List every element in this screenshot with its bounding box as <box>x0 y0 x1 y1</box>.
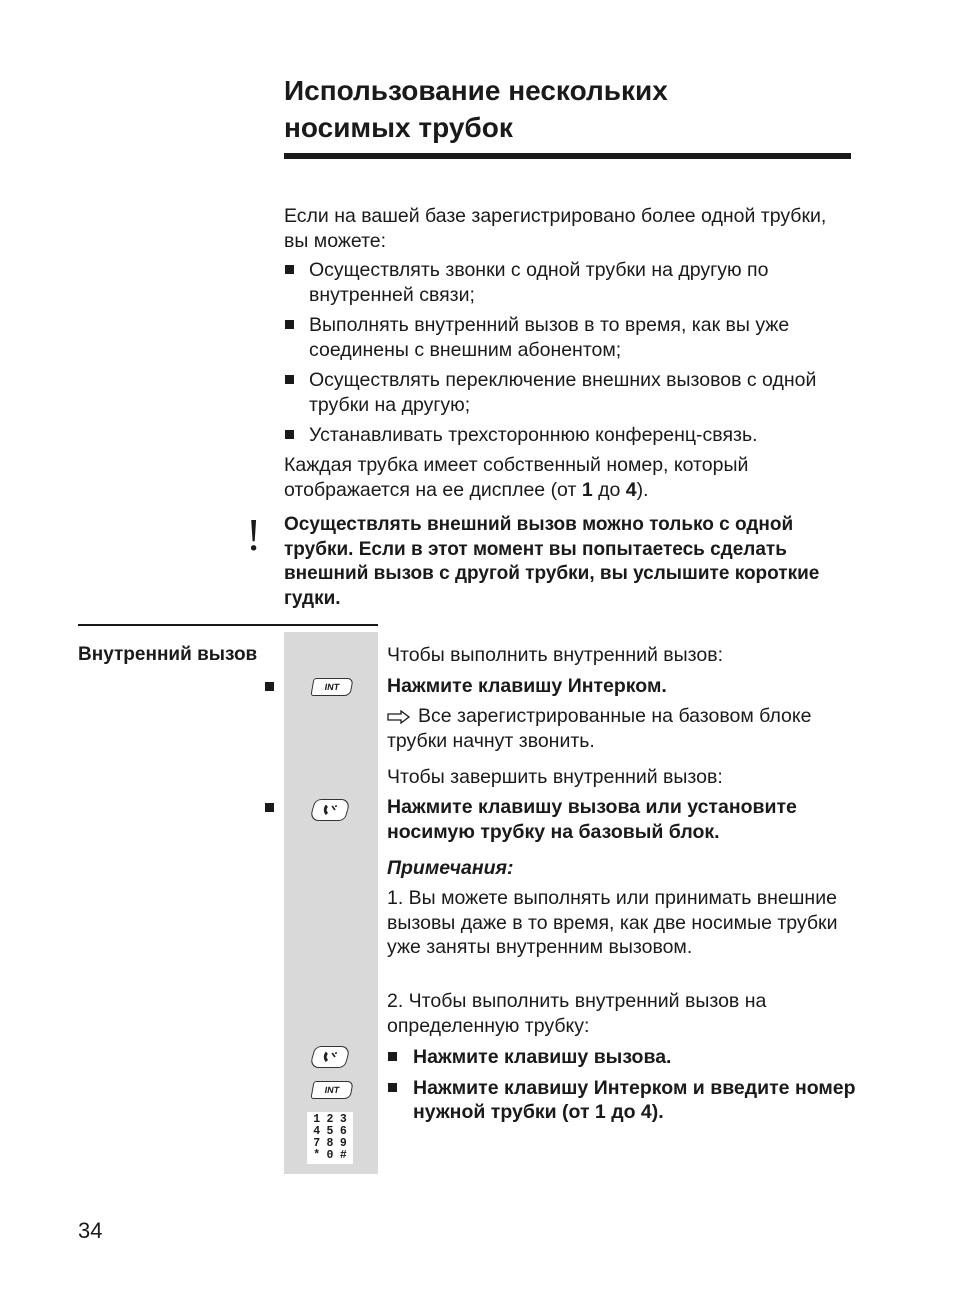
step1-intro: Чтобы выполнить внутренний вызов: <box>387 644 724 666</box>
page-number: 34 <box>78 1218 103 1243</box>
bullet-square-icon <box>285 430 294 439</box>
step2-action: Нажмите клавишу вызова или установите носимую трубку на базовый блок. <box>387 796 797 843</box>
step1-result: Все зарегистрированные на базовом блоке трубки начнут звонить. <box>387 705 812 752</box>
intro-text: Если на вашей базе зарегистрировано более одной трубки, вы можете: <box>284 205 827 252</box>
keypad-digit: 2 <box>326 1113 334 1126</box>
keypad-digit: 6 <box>339 1125 347 1138</box>
section-divider <box>78 624 378 626</box>
list-item: Нажмите клавишу вызова. <box>387 1045 857 1070</box>
keypad-digit: * <box>313 1149 321 1162</box>
keypad-digit: 0 <box>326 1149 334 1162</box>
keypad-digit: 8 <box>326 1137 334 1150</box>
section-title: Внутренний вызов <box>78 644 258 665</box>
page-title-line-2: носимых трубок <box>284 112 513 143</box>
list-item: Выполнять внутренний вызов в то время, как вы уже соединены с внешним абонентом; <box>284 313 850 362</box>
keypad-icon <box>307 1112 353 1164</box>
keypad-digit: 1 <box>313 1113 321 1126</box>
keypad-digit: # <box>339 1149 347 1162</box>
list-item: Осуществлять звонки с одной трубки на другую по внутренней связи; <box>284 258 850 307</box>
notes-label: Примечания: <box>387 857 514 879</box>
intercom-key-icon: INT <box>310 678 353 696</box>
result-arrow-icon <box>387 710 411 724</box>
list-item: Осуществлять переключение внешних вызовов с одной трубки на другую; <box>284 368 850 417</box>
list-item: Нажмите клавишу Интерком и введите номер нужной трубки (от 1 до 4). <box>387 1076 857 1125</box>
list-item: Устанавливать трехстороннюю конференц-связь. <box>284 423 850 448</box>
handset-number-text: Каждая трубка имеет собственный номер, который отображается на ее дисплее (от 1 до 4). <box>284 454 749 501</box>
bullet-square-icon <box>285 265 294 274</box>
warning-exclamation-icon: ! <box>246 509 262 560</box>
page-title-line-1: Использование нескольких <box>284 75 668 106</box>
call-key-icon <box>309 799 351 821</box>
phone-handset-icon <box>319 802 342 818</box>
note-1: 1. Вы можете выполнять или принимать внешние вызовы даже в то время, как две носимые трубки уже заняты внутренним вызовом. <box>387 887 838 958</box>
phone-handset-icon <box>319 1049 342 1065</box>
call-key-icon <box>309 1046 351 1068</box>
step1-action: Нажмите клавишу Интерком. <box>387 675 667 697</box>
step-square-icon <box>265 803 274 812</box>
warning-text: Осуществлять внешний вызов можно только с одной трубки. Если в этот момент вы попытаетесь сделать внешний вызов с другой трубки, вы услышите короткие гудки. <box>284 514 820 609</box>
intercom-key-icon: INT <box>310 1081 353 1099</box>
keypad-digit: 5 <box>326 1125 334 1138</box>
intro-bullet-list <box>284 258 850 454</box>
keypad-digit: 9 <box>339 1137 347 1150</box>
keypad-digit: 4 <box>313 1125 321 1138</box>
step-square-icon <box>265 682 274 691</box>
title-divider <box>284 153 851 159</box>
bullet-square-icon <box>388 1052 397 1061</box>
step2-intro: Чтобы завершить внутренний вызов: <box>387 766 723 788</box>
note-2: 2. Чтобы выполнить внутренний вызов на определенную трубку: <box>387 990 767 1037</box>
bullet-square-icon <box>388 1083 397 1092</box>
bullet-square-icon <box>285 320 294 329</box>
keypad-digit: 7 <box>313 1137 321 1150</box>
page-title <box>284 72 854 146</box>
note2-bullet-list <box>387 1045 857 1131</box>
bullet-square-icon <box>285 375 294 384</box>
keypad-digit: 3 <box>339 1113 347 1126</box>
